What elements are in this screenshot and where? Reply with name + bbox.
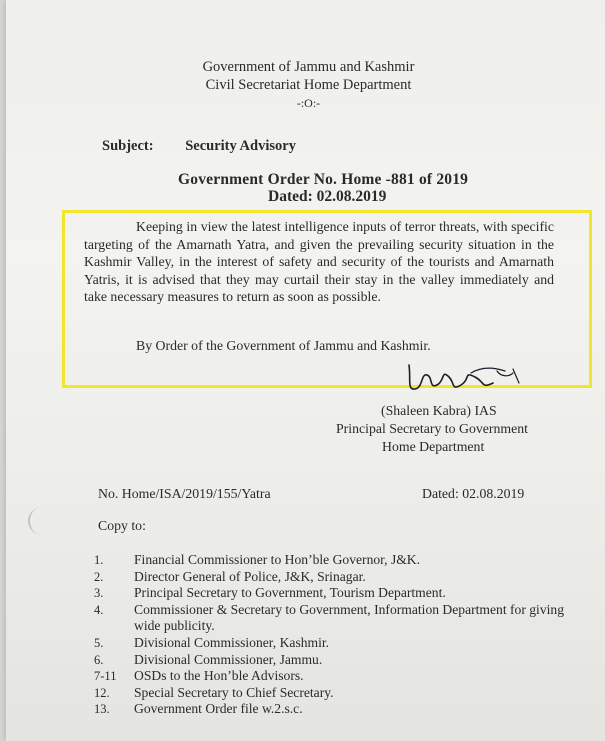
list-item-text: Principal Secretary to Government, Tourism Department. — [134, 585, 446, 601]
list-item — [94, 685, 574, 702]
header-government: Government of Jammu and Kashmir — [202, 59, 415, 75]
list-item-number: 7-11 — [94, 669, 117, 684]
header-separator: -:O:- — [296, 96, 321, 110]
signatory-name: (Shaleen Kabra) IAS — [381, 403, 497, 418]
list-item-number: 1. — [94, 553, 104, 567]
list-item-text: Divisional Commissioner, Kashmir. — [134, 634, 330, 650]
list-item-number: 4. — [94, 602, 104, 617]
order-title: Government Order No. Home -881 of 2019 — [178, 171, 469, 188]
list-item — [94, 602, 574, 635]
subject-value: Security Advisory — [185, 138, 296, 154]
advisory-paragraph: Keeping in view the latest intelligence inputs of terror threats, with specific targeting of the Amarnath Yatra, and given the prevailing security situation in the Kashmir Valley, in the interest of safety and security of the tourists and Amarnath Yatris, it is advised that they may curtail their stay in the valley immediately and take necessary measures to return as soon as possible. — [84, 219, 554, 305]
list-item — [94, 552, 574, 569]
list-item — [94, 635, 574, 652]
signatory-department: Home Department — [382, 439, 485, 454]
signatory-designation: Principal Secretary to Government — [336, 421, 528, 436]
list-item-number: 3. — [94, 586, 104, 601]
list-item-text: Commissioner & Secretary to Government, Information Department for giving wide publicity. — [134, 601, 564, 634]
order-date: Dated: 02.08.2019 — [268, 188, 387, 205]
subject-label: Subject: — [102, 138, 154, 154]
list-item-text: Divisional Commissioner, Jammu. — [134, 651, 323, 667]
list-item-text: Financial Commissioner to Hon’ble Governor, J&K. — [134, 552, 421, 567]
by-order-line: By Order of the Government of Jammu and Kashmir. — [136, 338, 431, 353]
copy-to-list — [94, 552, 574, 718]
copy-to-heading: Copy to: — [98, 518, 146, 533]
header-department: Civil Secretariat Home Department — [205, 77, 412, 93]
list-item-text: Government Order file w.2.s.c. — [134, 701, 303, 717]
signature-mark — [401, 355, 541, 405]
list-item-number: 2. — [94, 569, 104, 584]
list-item — [94, 668, 574, 685]
list-item-text: OSDs to the Hon’ble Advisors. — [134, 668, 304, 684]
list-item-text: Director General of Police, J&K, Srinagar. — [134, 568, 366, 584]
list-item-number: 12. — [94, 685, 110, 700]
subject-line — [102, 138, 296, 155]
page-smudge — [28, 508, 52, 534]
list-item — [94, 701, 574, 718]
list-item — [94, 585, 574, 602]
list-item-text: Special Secretary to Chief Secretary. — [134, 684, 334, 700]
document-page — [6, 0, 605, 741]
list-item-number: 5. — [94, 635, 104, 650]
list-item-number: 6. — [94, 652, 104, 667]
list-item — [94, 569, 574, 586]
reference-date: Dated: 02.08.2019 — [422, 486, 525, 501]
reference-number: No. Home/ISA/2019/155/Yatra — [98, 486, 271, 501]
list-item-number: 13. — [94, 702, 110, 717]
list-item — [94, 652, 574, 669]
